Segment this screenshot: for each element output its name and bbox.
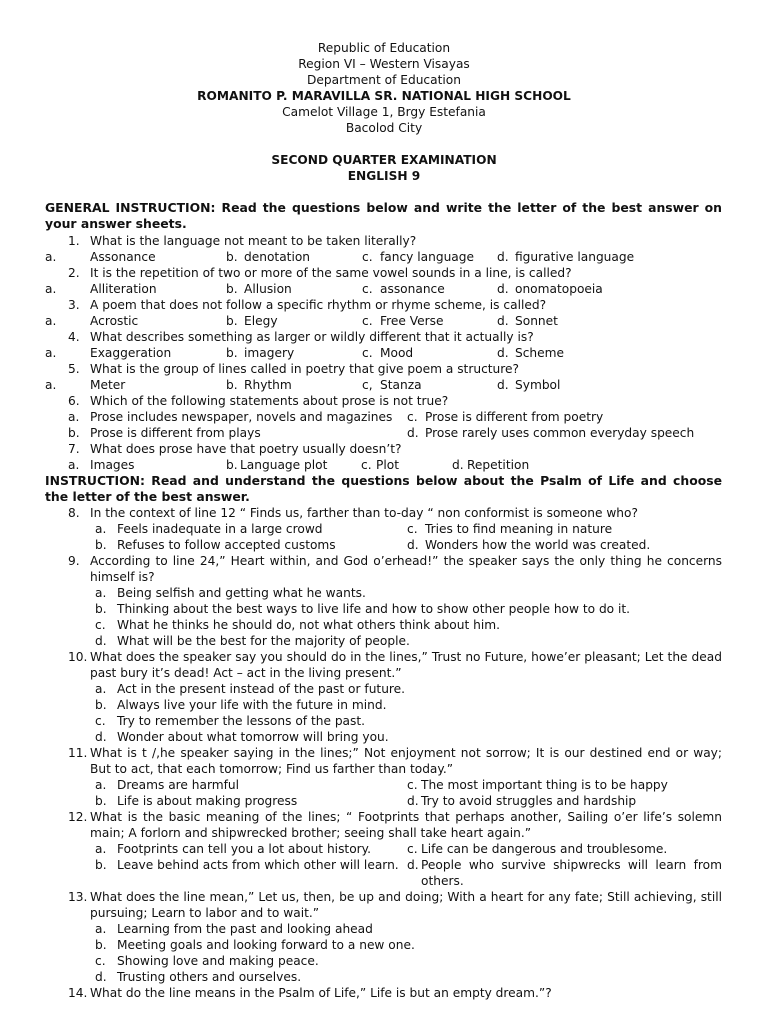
choice-text: Learning from the past and looking ahead — [117, 922, 373, 936]
choice-text: Alliteration — [90, 282, 157, 296]
choice-text: Exaggeration — [90, 346, 172, 360]
choice-letter: d. — [407, 426, 419, 440]
question-number: 2. — [68, 266, 80, 280]
choice-text: Images — [90, 458, 135, 472]
choice-text: Feels inadequate in a large crowd — [117, 522, 323, 536]
choice-text: Free Verse — [380, 314, 444, 328]
choice-text: Prose is different from plays — [90, 426, 261, 440]
question-number: 10. — [68, 650, 88, 664]
choice-letter: a. — [45, 282, 57, 296]
question-2-choices — [0, 281, 768, 297]
question-text: It is the repetition of two or more of the same vowel sounds in a line, is called? — [90, 266, 572, 280]
question-number: 1. — [68, 234, 80, 248]
choice-text: Thinking about the best ways to live life and how to show other people how to do it. — [117, 602, 631, 616]
choice-text: Acrostic — [90, 314, 139, 328]
choice-letter: a. — [45, 314, 57, 328]
question-5 — [68, 361, 519, 377]
choice-letter: c. — [361, 458, 372, 472]
choice-letter: c. — [362, 250, 373, 264]
general-instruction: GENERAL INSTRUCTION: Read the questions below and write the letter of the best answer on your answer sheets. — [45, 200, 722, 231]
choice-text: Symbol — [515, 378, 561, 392]
choice-text: The most important thing is to be happy — [421, 778, 668, 792]
choice-letter: b. — [226, 314, 238, 328]
choice-letter: d. — [497, 282, 509, 296]
choice-text: Dreams are harmful — [117, 778, 240, 792]
choice-letter: b. — [68, 426, 80, 440]
question-8 — [68, 505, 638, 521]
choice-letter: a. — [95, 522, 107, 536]
choice-letter: a. — [68, 458, 80, 472]
question-2 — [68, 265, 572, 281]
choice-text: Showing love and making peace. — [117, 954, 319, 968]
question-number: 12. — [68, 810, 88, 824]
question-text: What does prose have that poetry usually doesn’t? — [90, 442, 402, 456]
choice-text: Elegy — [244, 314, 278, 328]
choice-text: Try to avoid struggles and hardship — [421, 794, 637, 808]
choice-text: Rhythm — [244, 378, 292, 392]
choice-text: Act in the present instead of the past or future. — [117, 682, 406, 696]
choice-text: Trusting others and ourselves. — [117, 970, 302, 984]
choice-text: denotation — [244, 250, 311, 264]
question-1-choices — [0, 249, 768, 265]
choice-letter: d. — [497, 346, 509, 360]
choice-text: Prose includes newspaper, novels and magazines — [90, 410, 393, 424]
question-number: 8. — [68, 506, 80, 520]
choice-text: Always live your life with the future in mind. — [117, 698, 387, 712]
choice-letter: d. — [407, 858, 419, 872]
choice-letter: a. — [45, 250, 57, 264]
choice-text: Footprints can tell you a lot about history. — [117, 842, 372, 856]
choice-text: Leave behind acts from which other will learn. — [117, 858, 399, 872]
choice-letter: d. — [497, 378, 509, 392]
question-text: What is the group of lines called in poetry that give poem a structure? — [90, 362, 519, 376]
choice-letter: d. — [452, 458, 464, 472]
choice-letter: b. — [95, 698, 107, 712]
question-3-choices — [0, 313, 768, 329]
question-8-choices-row-2 — [95, 537, 735, 553]
choice-letter: c. — [95, 714, 106, 728]
question-text: A poem that does not follow a specific rhythm or rhyme scheme, is called? — [90, 298, 547, 312]
question-6-choices-row-2 — [68, 425, 728, 441]
choice-text: People who survive shipwrecks will learn from others. — [421, 858, 722, 888]
choice-letter: c. — [362, 346, 373, 360]
choice-letter: c. — [95, 618, 106, 632]
choice-letter: c. — [95, 954, 106, 968]
exam-title-block — [0, 152, 768, 184]
question-7 — [68, 441, 402, 457]
choice-letter: d. — [95, 634, 107, 648]
psalm-instruction: INSTRUCTION: Read and understand the questions below about the Psalm of Life and choose the letter of the best answer. — [45, 473, 722, 504]
question-text: What describes something as larger or wildly different that it actually is? — [90, 330, 534, 344]
choice-letter: c. — [362, 314, 373, 328]
question-number: 3. — [68, 298, 80, 312]
question-text: What is the basic meaning of the lines; “ Footprints that perhaps another, Sailing o’er life’s solemn main; A forlorn and shipwrecked brother; seeing shall take heart again.” — [90, 810, 722, 840]
question-8-choices-row-1 — [95, 521, 735, 537]
choice-text: What he thinks he should do, not what others think about him. — [117, 618, 500, 632]
choice-text: Sonnet — [515, 314, 558, 328]
header-line-3: Department of Education — [307, 73, 461, 87]
choice-letter: c, — [362, 378, 373, 392]
choice-text: Try to remember the lessons of the past. — [117, 714, 366, 728]
choice-text: Repetition — [467, 458, 530, 472]
question-11-choices-row-2 — [95, 793, 735, 809]
choice-text: Stanza — [380, 378, 422, 392]
exam-subject: ENGLISH 9 — [347, 169, 421, 183]
choice-text: Life can be dangerous and troublesome. — [421, 842, 668, 856]
choice-text: Wonders how the world was created. — [425, 538, 651, 552]
choice-text: Mood — [380, 346, 414, 360]
question-14 — [68, 985, 552, 1001]
choice-text: What will be the best for the majority of people. — [117, 634, 410, 648]
choice-text: Prose is different from poetry — [425, 410, 604, 424]
choice-text: Allusion — [244, 282, 292, 296]
choice-letter: a. — [95, 586, 107, 600]
choice-text: Assonance — [90, 250, 156, 264]
choice-text: Meter — [90, 378, 126, 392]
choice-letter: d. — [497, 314, 509, 328]
choice-letter: a. — [95, 922, 107, 936]
choice-letter: a. — [45, 346, 57, 360]
choice-text: Wonder about what tomorrow will bring you. — [117, 730, 389, 744]
choice-letter: a. — [45, 378, 57, 392]
choice-text: Tries to find meaning in nature — [425, 522, 613, 536]
choice-letter: b. — [95, 602, 107, 616]
school-address-1: Camelot Village 1, Brgy Estefania — [282, 105, 486, 119]
question-text: What is t /,he speaker saying in the lines;” Not enjoyment not sorrow; It is our destined end or way; But to act, that each tomorrow; Find us farther than today.” — [90, 746, 722, 776]
question-number: 9. — [68, 554, 80, 568]
choice-letter: a. — [95, 682, 107, 696]
choice-text: Being selfish and getting what he wants. — [117, 586, 366, 600]
question-5-choices — [0, 377, 768, 393]
choice-letter: d. — [407, 794, 419, 808]
choice-letter: d. — [95, 730, 107, 744]
question-1 — [68, 233, 417, 249]
choice-letter: b. — [226, 250, 238, 264]
choice-letter: a. — [95, 778, 107, 792]
choice-letter: b. — [95, 858, 107, 872]
question-text: Which of the following statements about prose is not true? — [90, 394, 449, 408]
choice-letter: b. — [226, 282, 238, 296]
choice-text: Scheme — [515, 346, 565, 360]
choice-text: Refuses to follow accepted customs — [117, 538, 336, 552]
choice-letter: b. — [226, 378, 238, 392]
choice-letter: d. — [407, 538, 419, 552]
choice-letter: b. — [95, 794, 107, 808]
choice-letter: b. — [95, 938, 107, 952]
choice-text: Language plot — [240, 458, 328, 472]
question-text: What does the line mean,” Let us, then, be up and doing; With a heart for any fate; Still achieving, still pursuing; Learn to labor and to wait.” — [90, 890, 722, 920]
choice-letter: c. — [407, 778, 418, 792]
question-number: 7. — [68, 442, 80, 456]
school-address-2: Bacolod City — [345, 121, 423, 135]
exam-title: SECOND QUARTER EXAMINATION — [271, 153, 497, 167]
question-7-choices — [68, 457, 728, 473]
question-4-choices — [0, 345, 768, 361]
choice-letter: b. — [226, 458, 238, 472]
question-4 — [68, 329, 534, 345]
question-6 — [68, 393, 449, 409]
choice-text: Life is about making progress — [117, 794, 298, 808]
choice-text: onomatopoeia — [515, 282, 603, 296]
question-number: 5. — [68, 362, 80, 376]
question-text: What does the speaker say you should do in the lines,” Trust no Future, howe’er pleasant; Let the dead past bury it’s dead! Act – act in the living present.” — [90, 650, 722, 680]
school-name: ROMANITO P. MARAVILLA SR. NATIONAL HIGH SCHOOL — [197, 89, 571, 103]
choice-letter: a. — [68, 410, 80, 424]
choice-letter: c. — [407, 522, 418, 536]
header-line-2: Region VI – Western Visayas — [298, 57, 470, 71]
question-number: 13. — [68, 890, 88, 904]
question-6-choices-row-1 — [68, 409, 728, 425]
question-12-choices-row-1 — [95, 841, 735, 857]
question-text: In the context of line 12 “ Finds us, farther than to-day “ non conformist is someone who? — [90, 506, 638, 520]
header-line-1: Republic of Education — [317, 41, 451, 55]
choice-text: Plot — [376, 458, 399, 472]
choice-letter: b. — [226, 346, 238, 360]
choice-letter: b. — [95, 538, 107, 552]
choice-text: figurative language — [515, 250, 635, 264]
choice-text: fancy language — [380, 250, 475, 264]
document-header — [0, 40, 768, 136]
question-text: According to line 24,” Heart within, and God o’erhead!” the speaker says the only thing he concerns himself is? — [90, 554, 722, 584]
choice-letter: c. — [362, 282, 373, 296]
choice-letter: a. — [95, 842, 107, 856]
question-number: 4. — [68, 330, 80, 344]
question-number: 14. — [68, 986, 88, 1000]
choice-letter: c. — [407, 842, 418, 856]
choice-letter: d. — [95, 970, 107, 984]
choice-text: imagery — [244, 346, 295, 360]
choice-letter: c. — [407, 410, 418, 424]
choice-text: Meeting goals and looking forward to a new one. — [117, 938, 415, 952]
question-number: 6. — [68, 394, 80, 408]
question-11-choices-row-1 — [95, 777, 735, 793]
question-3 — [68, 297, 547, 313]
choice-letter: d. — [497, 250, 509, 264]
question-text: What do the line means in the Psalm of Life,” Life is but an empty dream.”? — [90, 986, 552, 1000]
choice-text: assonance — [380, 282, 445, 296]
question-number: 11. — [68, 746, 88, 760]
choice-text: Prose rarely uses common everyday speech — [425, 426, 695, 440]
question-text: What is the language not meant to be taken literally? — [90, 234, 417, 248]
